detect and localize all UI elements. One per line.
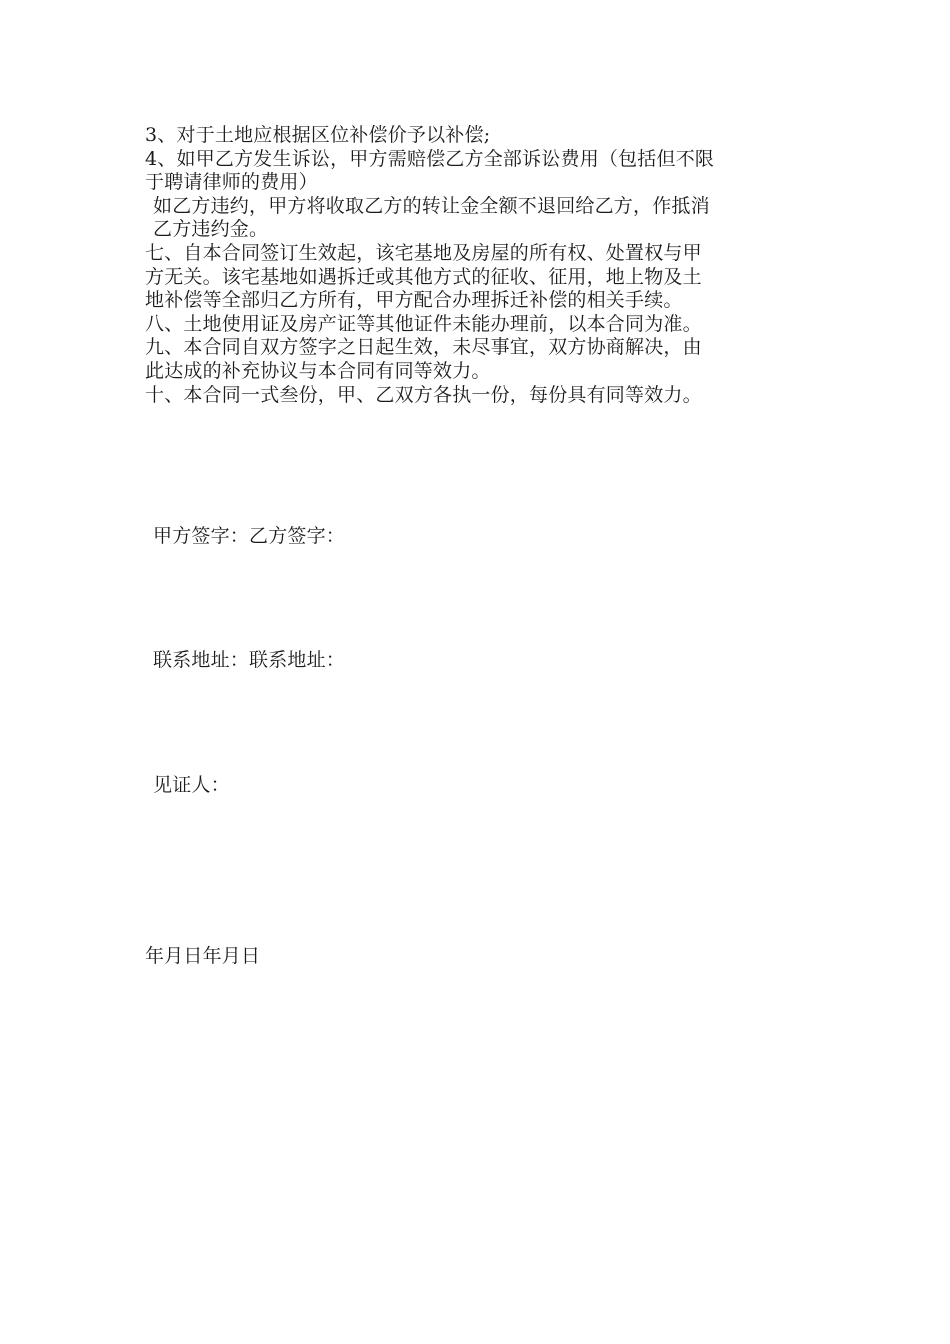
clause-line: 九、本合同自双方签字之日起生效，未尽事宜，双方协商解决，由 xyxy=(145,336,702,359)
witness-line: 见证人： xyxy=(153,774,230,796)
address-line: 联系地址：联系地址： xyxy=(153,649,346,671)
clause-line: 乙方违约金。 xyxy=(153,218,269,241)
clause-line: 方无关。该宅基地如遇拆迁或其他方式的征收、征用，地上物及土 xyxy=(145,265,702,288)
clause-line: 十、本合同一式叁份，甲、乙双方各执一份，每份具有同等效力。 xyxy=(145,383,702,406)
clause-line: 此达成的补充协议与本合同有同等效力。 xyxy=(145,359,491,382)
clause-line: 3、对于土地应根据区位补偿价予以补偿; xyxy=(145,124,491,146)
date-line: 年月日年月日 xyxy=(145,945,261,967)
clause-line: 于聘请律师的费用） xyxy=(145,171,318,194)
clause-line: 八、土地使用证及房产证等其他证件未能办理前，以本合同为准。 xyxy=(145,312,702,335)
clause-line: 如乙方违约，甲方将收取乙方的转让金全额不退回给乙方，作抵消 xyxy=(153,194,710,217)
contract-clauses xyxy=(145,124,815,407)
clause-line: 地补偿等全部归乙方所有，甲方配合办理拆迁补偿的相关手续。 xyxy=(145,289,683,312)
clause-line: 七、自本合同签订生效起，该宅基地及房屋的所有权、处置权与甲 xyxy=(145,241,702,264)
clause-line: 4、如甲乙方发生诉讼，甲方需赔偿乙方全部诉讼费用（包括但不限 xyxy=(145,147,715,170)
signature-line: 甲方签字：乙方签字： xyxy=(153,525,346,547)
